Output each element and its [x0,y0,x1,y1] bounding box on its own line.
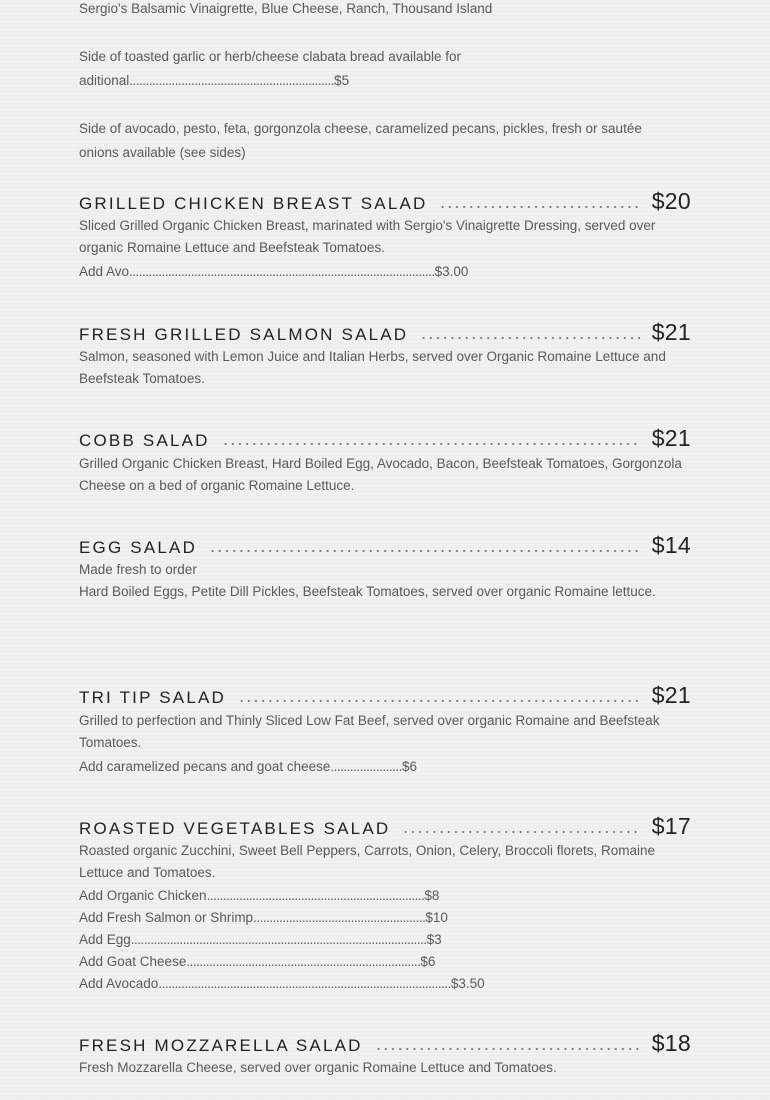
item-description: Sliced Grilled Organic Chicken Breast, marinated with Sergio's Vinaigrette Dressing, served over organic Romaine Lettuce and Beefsteak Tomatoes. [79,218,656,255]
addon-price: $6 [401,759,417,774]
item-price: $21 [651,425,691,451]
menu-item-egg-salad [79,529,691,559]
sides-note-line-1: Side of avocado, pesto, feta, gorgonzola cheese, caramelized pecans, pickles, fresh or sautée [79,121,642,136]
addon-label: Add Avocado [79,976,159,991]
menu-item-grilled-chicken-breast-salad [79,185,691,215]
item-name: ROASTED VEGETABLES SALAD [79,819,391,838]
dot-leader: ........................................................................ [186,954,421,969]
addon-label: Add Avo [79,264,130,279]
addon-line [79,885,439,907]
item-price: $21 [651,319,691,345]
item-description: Grilled Organic Chicken Breast, Hard Boiled Egg, Avocado, Bacon, Beefsteak Tomatoes, Gorgonzola Cheese on a bed of organic Romaine Lettuce. [79,456,682,493]
item-name: TRI TIP SALAD [79,688,227,707]
item-description: Grilled to perfection and Thinly Sliced Low Fat Beef, served over organic Romaine and Beefsteak Tomatoes. [79,713,660,750]
addon-line [79,973,485,995]
item-description: Fresh Mozzarella Cheese, served over organic Romaine Lettuce and Tomatoes. [79,1060,557,1075]
item-description: Salmon, seasoned with Lemon Juice and Italian Herbs, served over Organic Romaine Lettuce and Beefsteak Tomatoes. [79,349,666,386]
item-name: FRESH MOZZARELLA SALAD [79,1036,363,1055]
menu-item-cobb-salad [79,422,691,452]
dot-leader: ................................................................... [206,888,425,903]
dot-leader: ............................................................... [129,73,335,88]
dot-leader: ...................... [330,759,402,774]
dot-leader: .............................................................................................. [129,264,435,279]
bread-side-price-line [79,70,349,92]
dot-leader: ........................................................................................... [130,932,427,947]
bread-side-price: $5 [334,73,350,88]
addon-price: $3 [426,932,442,947]
item-price: $20 [651,188,691,214]
item-note: Made fresh to order [79,562,197,577]
menu-item-fresh-mozzarella-salad [79,1027,691,1057]
addon-label: Add caramelized pecans and goat cheese [79,759,331,774]
bread-side-note: Side of toasted garlic or herb/cheese clabata bread available for [79,49,461,64]
addon-label: Add Egg [79,932,131,947]
addon-price: $3.00 [434,264,469,279]
addon-line [79,929,442,951]
dressing-options: Sergio's Balsamic Vinaigrette, Blue Cheese, Ranch, Thousand Island [79,1,493,16]
dot-leader [238,699,640,703]
addon-label: Add Organic Chicken [79,888,207,903]
addon-label: Add Fresh Salmon or Shrimp [79,910,254,925]
item-name: FRESH GRILLED SALMON SALAD [79,325,409,344]
addon-price: $6 [420,954,436,969]
addon-price: $8 [424,888,440,903]
dot-leader: ..................................................... [253,910,426,925]
menu-item-tri-tip-salad [79,679,691,709]
addon-line [79,951,435,973]
dot-leader [439,205,639,209]
item-price: $17 [651,813,691,839]
addon-label: Add Goat Cheese [79,954,187,969]
bread-side-label: aditional [79,73,130,88]
addon-line [79,756,417,778]
item-name: COBB SALAD [79,431,210,450]
addon-price: $3.50 [450,976,485,991]
dot-leader [420,336,639,340]
item-price: $14 [651,532,691,558]
dot-leader [402,830,639,834]
item-price: $21 [651,682,691,708]
dot-leader [209,549,640,553]
item-price: $18 [651,1030,691,1056]
addon-line [79,261,468,283]
menu-item-roasted-vegetables-salad [79,810,691,840]
addon-line [79,907,448,929]
menu-item-fresh-grilled-salmon-salad [79,316,691,346]
item-name: EGG SALAD [79,538,198,557]
dot-leader: .......................................................................................... [158,976,451,991]
item-description: Hard Boiled Eggs, Petite Dill Pickles, Beefsteak Tomatoes, served over organic Romaine lettuce. [79,584,656,599]
dot-leader [222,442,640,446]
addon-price: $10 [425,910,448,925]
sides-note-line-2: onions available (see sides) [79,145,246,160]
item-name: GRILLED CHICKEN BREAST SALAD [79,194,428,213]
dot-leader [375,1047,640,1051]
item-description: Roasted organic Zucchini, Sweet Bell Peppers, Carrots, Onion, Celery, Broccoli florets, Romaine Lettuce and Tomatoes. [79,843,655,880]
